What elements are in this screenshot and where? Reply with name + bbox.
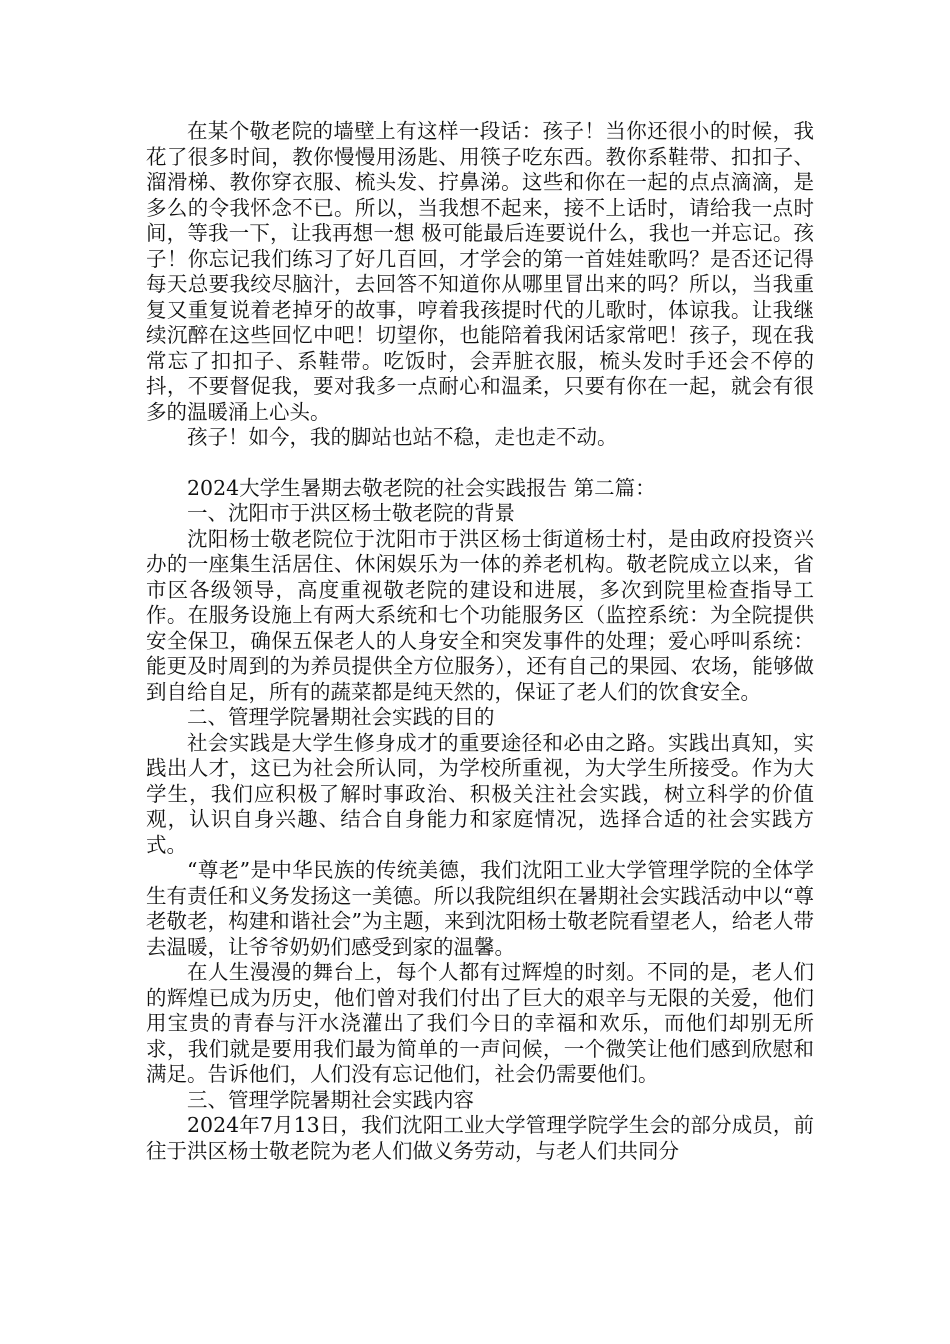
section-heading-background: 一、沈阳市于洪区杨士敬老院的背景 <box>187 501 515 525</box>
intro-paragraph: 在某个敬老院的墙壁上有这样一段话：孩子！当你还很小的时候，我花了很多时间，教你慢慢用汤匙、用筷子吃东西。教你系鞋带、扣扣子、溜滑梯、教你穿衣服、梳头发、拧鼻涕。这些和你在一起的点点滴滴，是多么的令我怀念不已。所以，当我想不起来，接不上话时，请给我一点时间，等我一下，让我再想一想 极可能最后连要说什么，我也一并忘记。孩子！你忘记我们练习了好几百回，才学会的第一首娃娃歌吗？是否还记得每天总要我绞尽脑汁，去回答不知道你从哪里冒出来的吗？所以，当我重复又重复说着老掉牙的故事，哼着我孩提时代的儿歌时，体谅我。让我继续沉醉在这些回忆中吧！切望你，也能陪着我闲话家常吧！孩子，现在我常忘了扣扣子、系鞋带。吃饭时，会弄脏衣服，梳头发时手还会不停的抖，不要督促我，要对我多一点耐心和温柔，只要有你在一起，就会有很多的温暖涌上心头。 <box>146 119 814 424</box>
background-paragraph: 沈阳杨士敬老院位于沈阳市于洪区杨士街道杨士村，是由政府投资兴办的一座集生活居住、休闲娱乐为一体的养老机构。敬老院成立以来，省市区各级领导，高度重视敬老院的建设和进展，多次到院里检查指导工作。在服务设施上有两大系统和七个功能服务区（监控系统：为全院提供安全保卫，确保五保老人的人身安全和突发事件的处理；爱心呼叫系统：能更及时周到的为养员提供全方位服务），还有自己的果园、农场，能够做到自给自足，所有的蔬菜都是纯天然的，保证了老人们的饮食安全。 <box>146 526 814 704</box>
purpose-paragraph-3: 在人生漫漫的舞台上，每个人都有过辉煌的时刻。不同的是，老人们的辉煌已成为历史，他们曾对我们付出了巨大的艰辛与无限的关爱，他们用宝贵的青春与汗水浇灌出了我们今日的幸福和欢乐，而他们却别无所求，我们就是要用我们最为简单的一声问候，一个微笑让他们感到欣慰和满足。告诉他们，人们没有忘记他们，社会仍需要他们。 <box>146 960 814 1086</box>
closing-line: 孩子！如今，我的脚站也站不稳，走也走不动。 <box>187 425 618 449</box>
content-paragraph: 2024年7月13日，我们沈阳工业大学管理学院学生会的部分成员，前往于洪区杨士敬老院为老人们做义务劳动，与老人们共同分 <box>146 1113 814 1163</box>
section-heading-content: 三、管理学院暑期社会实践内容 <box>187 1087 474 1112</box>
paragraph-gap <box>146 451 814 476</box>
purpose-paragraph-1: 社会实践是大学生修身成才的重要途径和必由之路。实践出真知，实践出人才，这已为社会所认同，为学校所重视，为大学生所接受。作为大学生，我们应积极了解时事政治、积极关注社会实践，树立科学的价值观，认识自身兴趣、结合自身能力和家庭情况，选择合适的社会实践方式。 <box>146 730 814 857</box>
section-heading-purpose: 二、管理学院暑期社会实践的目的 <box>187 705 495 729</box>
document-page <box>146 119 814 1164</box>
report-title: 2024大学生暑期去敬老院的社会实践报告 第二篇： <box>187 475 656 500</box>
purpose-paragraph-2: “尊老”是中华民族的传统美德，我们沈阳工业大学管理学院的全体学生有责任和义务发扬这一美德。所以我院组织在暑期社会实践活动中以“尊老敬老，构建和谐社会”为主题，来到沈阳杨士敬老院看望老人，给老人带去温暖，让爷爷奶奶们感受到家的温馨。 <box>146 858 814 959</box>
